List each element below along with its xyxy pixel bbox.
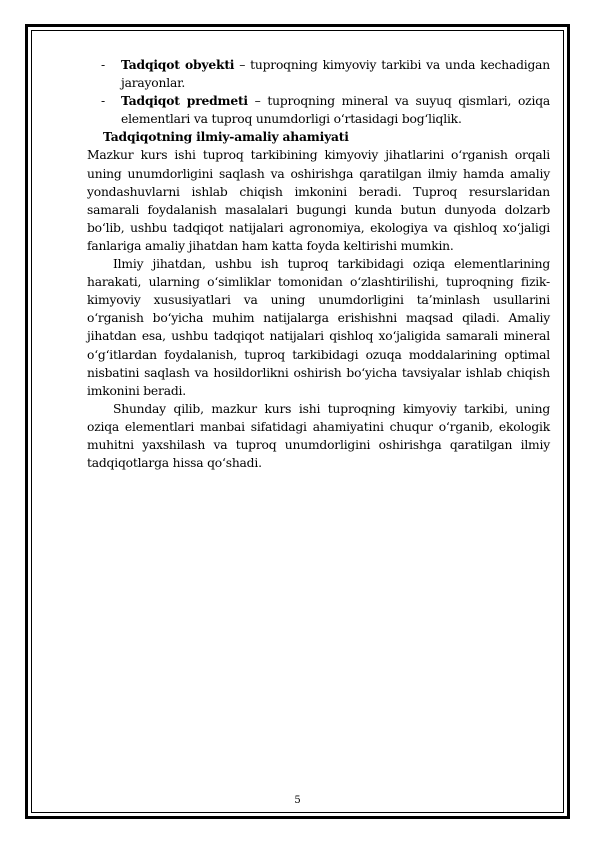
page-number: 5 <box>294 795 301 806</box>
bullet-research-subject <box>87 92 550 128</box>
bullet-research-object <box>87 56 550 92</box>
bullet-text: – tuproqning kimyoviy tarkibi va unda kechadigan jarayonlar. <box>121 58 551 91</box>
bullet-text: – tuproqning mineral va suyuq qismlari, oziqa elementlari va tuproq unumdorligi o‘rtasidagi bog‘liqlik. <box>121 94 550 127</box>
bullet-dash: - <box>101 94 105 109</box>
paragraph-intro: Mazkur kurs ishi tuproq tarkibining kimyoviy jihatlarini o‘rganish orqali uning unumdorligini saqlash va oshirishga qaratilgan ilmiy hamda amaliy yondashuvlarni ishlab chiqish imkonini beradi. Tuproq resurslaridan samarali foydalanish masalalari bugungi kunda butun dunyoda dolzarb bo‘lib, ushbu tadqiqot natijalari agronomiya, ekologiya va qishloq xo‘jaligi fanlariga amaliy jihatdan ham katta foyda keltirishi mumkin. <box>87 148 550 253</box>
bullet-term: Tadqiqot predmeti <box>121 93 248 109</box>
bullet-dash: - <box>101 58 105 72</box>
bullet-term: Tadqiqot obyekti <box>121 57 235 72</box>
section-heading: Tadqiqotning ilmiy-amaliy ahamiyati <box>103 129 349 145</box>
paragraph-conclusion: Shunday qilib, mazkur kurs ishi tuproqning kimyoviy tarkibi, uning oziqa elementlari manbai sifatidagi ahamiyatini chuqur o‘rganib, ekologik muhitni yaxshilash va tuproq unumdorligini oshirishga qaratilgan ilmiy tadqiqotlarga hissa qo‘shadi. <box>87 401 550 471</box>
document-body <box>87 56 550 472</box>
paragraph-scientific: Ilmiy jihatdan, ushbu ish tuproq tarkibidagi oziqa elementlarining harakati, ularning o‘simliklar tomonidan o‘zlashtirilishi, tuproqning fizik-kimyoviy xususiyatlari va uning unumdorligini ta’minlash usullarini o‘rganish bo‘yicha muhim natijalarga erishishni maqsad qiladi. Amaliy jihatdan esa, ushbu tadqiqot natijalari qishloq xo‘jaligida samarali mineral o‘g‘itlardan foydalanish, tuproq tarkibidagi ozuqa moddalarining optimal nisbatini saqlash va hosildorlikni oshirish bo‘yicha tavsiyalar ishlab chiqish imkonini beradi. <box>87 257 550 398</box>
